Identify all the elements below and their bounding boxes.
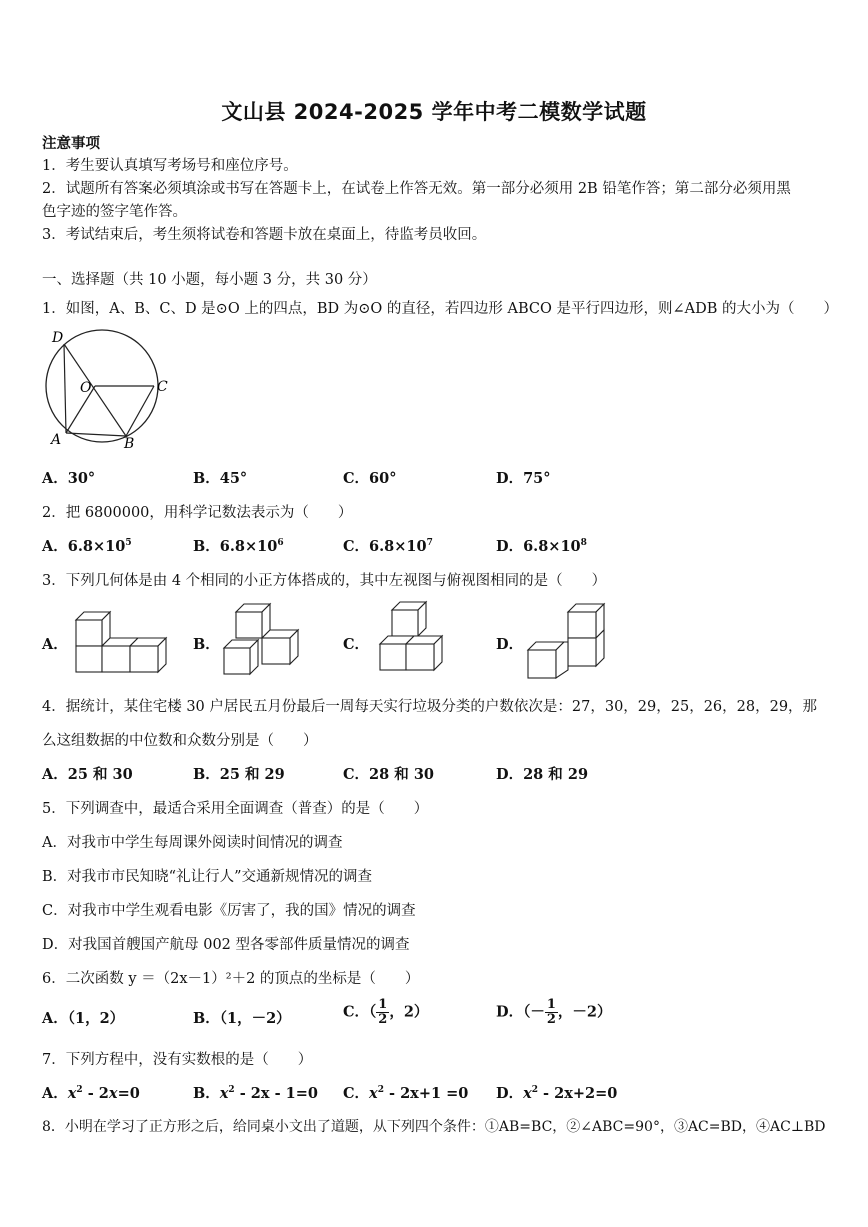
question-4-stem: 4．据统计，某住宅楼 30 户居民五月份最后一周每天实行垃圾分类的户数依次是：27，30，29，25，26，28，29，那 — [42, 699, 818, 715]
q6-option-c[interactable]: C．（ $\frac{1}{2}$ ，2） — [343, 997, 429, 1027]
q6-option-b[interactable]: B．（1，－2） — [193, 1010, 291, 1027]
q5-option-c[interactable]: C．对我市中学生观看电影《厉害了，我的国》情况的调查 — [42, 903, 416, 919]
notice-heading: 注意事项 — [42, 135, 100, 152]
label-d: D — [52, 330, 64, 346]
q5-option-d[interactable]: D．对我国首艘国产航母 002 型各零部件质量情况的调查 — [42, 937, 410, 953]
q3-option-c[interactable]: C． — [343, 636, 370, 653]
fraction-half: $\frac{1}{2}$ — [378, 997, 388, 1027]
question-2-stem: 2．把 6800000，用科学记数法表示为（ ） — [42, 505, 353, 521]
notice-item-2-cont: 色字迹的签字笔作答。 — [42, 204, 187, 220]
q2-option-a[interactable]: A．$6.8\times 10^5$ — [42, 538, 132, 555]
label-o: O — [80, 380, 92, 396]
q2-option-b[interactable]: B．$6.8\times 10^6$ — [193, 538, 284, 555]
fraction-half: $\frac{1}{2}$ — [546, 997, 556, 1027]
q4-option-b[interactable]: B．25 和 29 — [193, 766, 285, 783]
question-4-stem-cont: 么这组数据的中位数和众数分别是（ ） — [42, 733, 318, 749]
cube-figure-a — [68, 602, 182, 678]
circle-figure — [36, 326, 172, 450]
q3-option-d[interactable]: D． — [496, 636, 524, 653]
question-8-stem: 8．小明在学习了正方形之后，给同桌小文出了道题，从下列四个条件：①AB=BC，②∠ABC=90°，③AC=BD，④AC⊥BD — [42, 1119, 826, 1135]
question-6-stem: 6．二次函数 y ＝（2x－1）²＋2 的顶点的坐标是（ ） — [42, 971, 420, 987]
q2-option-d[interactable]: D．$6.8\times 10^8$ — [496, 538, 587, 555]
q3-option-b[interactable]: B． — [193, 636, 220, 653]
notice-item-3: 3．考试结束后，考生须将试卷和答题卡放在桌面上，待监考员收回。 — [42, 227, 487, 243]
notice-item-2: 2．试题所有答案必须填涂或书写在答题卡上，在试卷上作答无效。第一部分必须用 2B 铅笔作答；第二部分必须用黑 — [42, 181, 791, 197]
question-3-stem: 3．下列几何体是由 4 个相同的小正方体搭成的，其中左视图与俯视图相同的是（ ） — [42, 573, 607, 589]
section-heading: 一、选择题（共 10 小题，每小题 3 分，共 30 分） — [42, 272, 377, 288]
label-a: A — [51, 432, 62, 448]
question-7-stem: 7．下列方程中，没有实数根的是（ ） — [42, 1052, 313, 1068]
cube-figure-c — [376, 598, 452, 678]
notice-item-1: 1．考生要认真填写考场号和座位序号。 — [42, 158, 298, 174]
q1-option-a[interactable]: A．30° — [42, 470, 96, 487]
q6-option-d[interactable]: D．（－ $\frac{1}{2}$ ，－2） — [496, 997, 612, 1027]
q1-option-c[interactable]: C．60° — [343, 470, 397, 487]
question-5-stem: 5．下列调查中，最适合采用全面调查（普查）的是（ ） — [42, 801, 429, 817]
q1-option-b[interactable]: B．45° — [193, 470, 248, 487]
cube-figure-d — [524, 600, 616, 682]
q7-option-a[interactable]: A．$x^2 - 2x=0$ — [42, 1085, 140, 1102]
q4-option-c[interactable]: C．28 和 30 — [343, 766, 434, 783]
page-title: 文山县 2024-2025 学年中考二模数学试题 — [221, 100, 647, 124]
q5-option-a[interactable]: A．对我市中学生每周课外阅读时间情况的调查 — [42, 835, 343, 851]
q2-option-c[interactable]: C．$6.8\times 10^7$ — [343, 538, 433, 555]
q1-option-d[interactable]: D．75° — [496, 470, 551, 487]
q5-option-b[interactable]: B．对我市市民知晓“礼让行人”交通新规情况的调查 — [42, 869, 372, 885]
cube-figure-b — [220, 600, 310, 680]
q4-option-d[interactable]: D．28 和 29 — [496, 766, 589, 783]
q7-option-c[interactable]: C．$x^2 - 2x+1 =0$ — [343, 1085, 469, 1102]
q4-option-a[interactable]: A．25 和 30 — [42, 766, 133, 783]
q6-option-a[interactable]: A．（1，2） — [42, 1010, 125, 1027]
label-b: B — [124, 436, 135, 450]
q7-option-b[interactable]: B．$x^2 - 2x - 1=0$ — [193, 1085, 318, 1102]
label-c: C — [157, 379, 168, 395]
question-1-stem: 1．如图，A、B、C、D 是⊙O 上的四点，BD 为⊙O 的直径，若四边形 ABCO 是平行四边形，则∠ADB 的大小为（ ） — [42, 301, 838, 317]
q7-option-d[interactable]: D．$x^2 - 2x+2=0$ — [496, 1085, 618, 1102]
q3-option-a[interactable]: A． — [42, 636, 68, 653]
